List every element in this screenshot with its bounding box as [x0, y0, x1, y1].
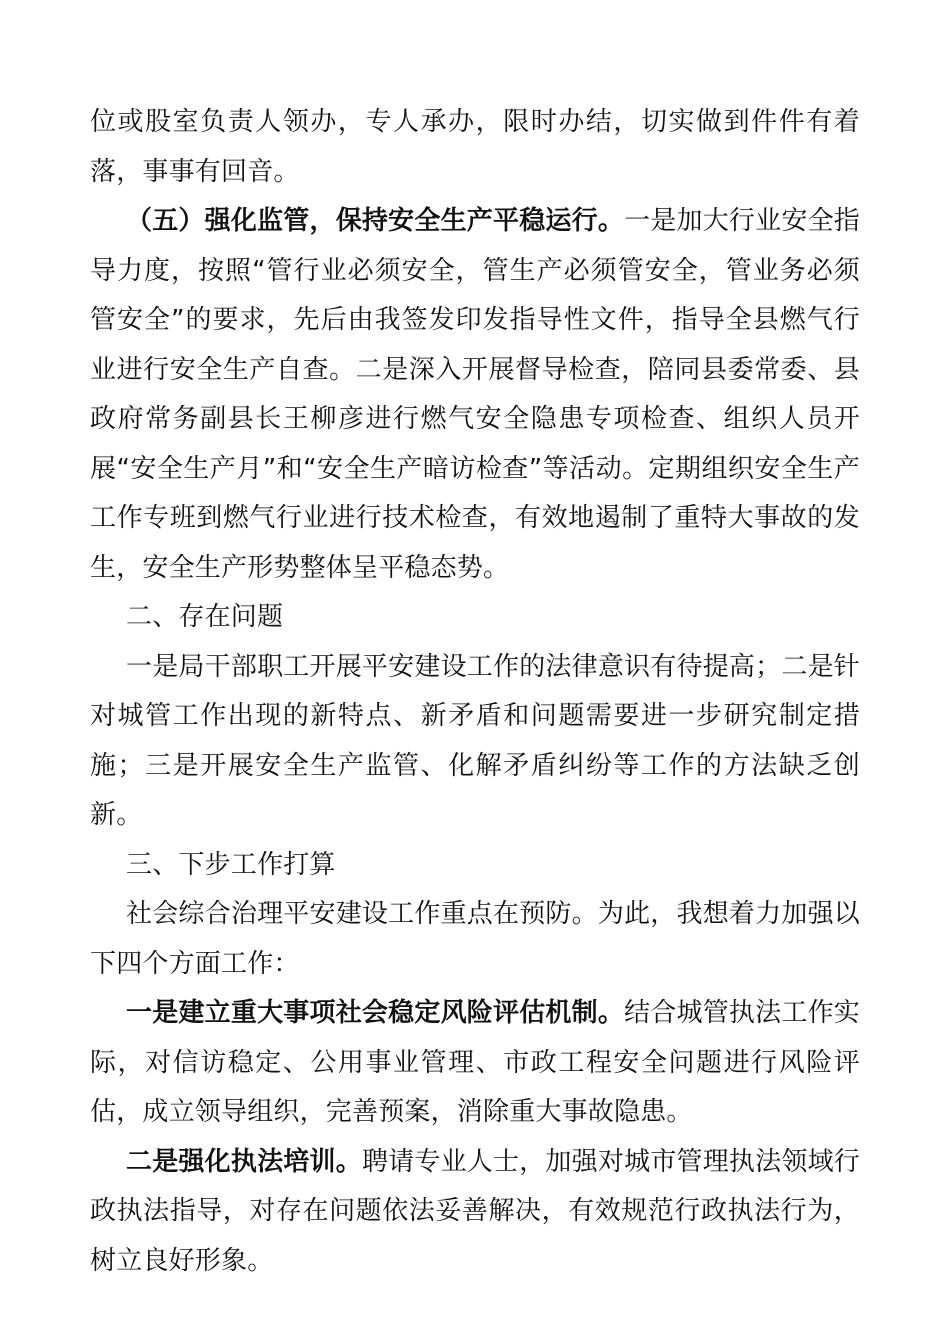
- document-body: [90, 98, 860, 1286]
- item-heading-two: 二是强化执法培训。: [126, 1146, 362, 1177]
- paragraph-risk-assessment: [90, 989, 860, 1138]
- paragraph-text: 一是加大行业安全指导力度，按照“管行业必须安全，管生产必须管安全，管业务必须管安全”的要求，先后由我签发印发指导性文件，指导全县燃气行业进行安全生产自查。二是深入开展督导检查，陪同县委常委、县政府常务副县长王柳彦进行燃气安全隐患专项检查、组织人员开展“安全生产月”和“安全生产暗访检查”等活动。定期组织安全生产工作专班到燃气行业进行技术检查，有效地遏制了重特大事故的发生，安全生产形势整体呈平稳态势。: [90, 206, 860, 583]
- paragraph-text: 聘请专业人士，加强对城市管理执法领域行政执法指导，对存在问题依法妥善解决，有效规范行政执法行为，树立良好形象。: [90, 1146, 860, 1276]
- paragraph-text: 结合城管执法工作实际，对信访稳定、公用事业管理、市政工程安全问题进行风险评估，成立领导组织，完善预案，消除重大事故隐患。: [90, 998, 860, 1127]
- paragraph-continuation: 位或股室负责人领办，专人承办，限时办结，切实做到件件有着落，事事有回音。: [90, 107, 860, 187]
- section-heading-problems: 二、存在问题: [126, 602, 284, 632]
- paragraph-supervision: [90, 197, 860, 593]
- section-heading-five: （五）强化监管，保持安全生产平稳运行。: [126, 206, 625, 236]
- paragraph-next-steps-intro: 社会综合治理平安建设工作重点在预防。为此，我想着力加强以下四个方面工作：: [90, 899, 860, 979]
- section-heading-next-steps: 三、下步工作打算: [126, 849, 336, 880]
- item-heading-one: 一是建立重大事项社会稳定风险评估机制。: [126, 998, 625, 1028]
- paragraph-training: [90, 1138, 860, 1287]
- paragraph-problems: 一是局干部职工开展平安建设工作的法律意识有待提高；二是针对城管工作出现的新特点、新矛盾和问题需要进一步研究制定措施；三是开展安全生产监管、化解矛盾纠纷等工作的方法缺乏创新。: [90, 651, 860, 830]
